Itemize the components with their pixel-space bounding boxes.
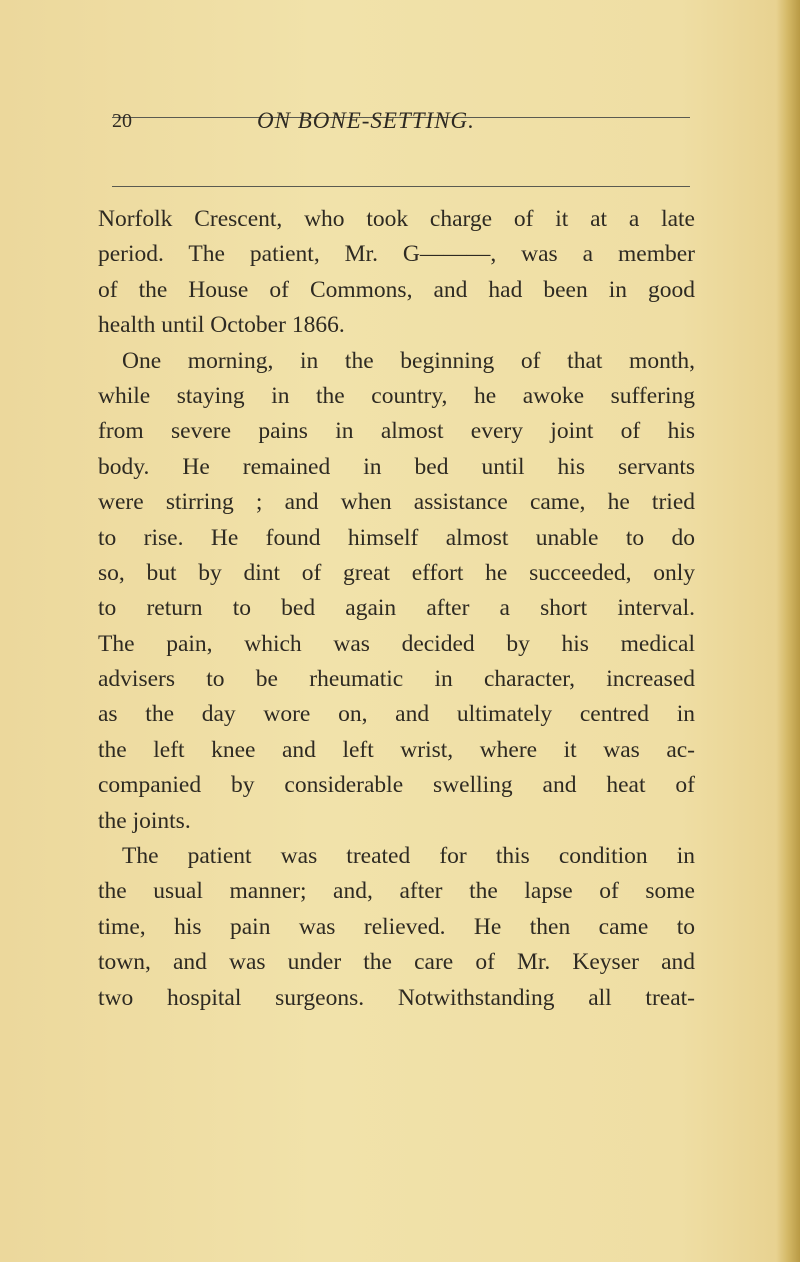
text-line: companied by considerable swelling and heat of (98, 772, 695, 799)
text-line: as the day wore on, and ultimately centred in (98, 701, 695, 728)
text-line: The patient was treated for this condition in (122, 843, 695, 870)
running-header (112, 108, 690, 142)
text-line: time, his pain was relieved. He then came to (98, 913, 695, 940)
text-line: two hospital surgeons. Notwithstanding all treat- (98, 984, 695, 1011)
text-line: town, and was under the care of Mr. Keyser and (98, 949, 695, 976)
running-title: ON BONE-SETTING. (257, 108, 475, 133)
text-line: while staying in the country, he awoke suffering (98, 382, 695, 409)
text-line: so, but by dint of great effort he succeeded, only (98, 559, 695, 586)
text-line: the usual manner; and, after the lapse of some (98, 878, 695, 905)
text-line: were stirring ; and when assistance came, he tried (98, 489, 695, 516)
header-rule-bottom (112, 186, 690, 187)
text-line: body. He remained in bed until his servants (98, 453, 695, 480)
text-line: The pain, which was decided by his medical (98, 630, 695, 657)
page-number: 20 (112, 110, 132, 132)
text-line: to return to bed again after a short interval. (98, 595, 695, 622)
text-line: Norfolk Crescent, who took charge of it at a late (98, 206, 695, 232)
text-line: health until October 1866. (98, 312, 345, 339)
body-text (98, 202, 695, 1016)
text-line: from severe pains in almost every joint of his (98, 418, 695, 445)
text-line: of the House of Commons, and had been in good (98, 276, 695, 303)
text-line: advisers to be rheumatic in character, increased (98, 666, 695, 693)
text-line: the joints. (98, 807, 191, 834)
text-line: period. The patient, Mr. G———, was a member (98, 241, 695, 268)
text-line: the left knee and left wrist, where it was ac- (98, 736, 695, 763)
text-line: One morning, in the beginning of that month, (122, 347, 695, 374)
text-line: to rise. He found himself almost unable to do (98, 524, 695, 551)
